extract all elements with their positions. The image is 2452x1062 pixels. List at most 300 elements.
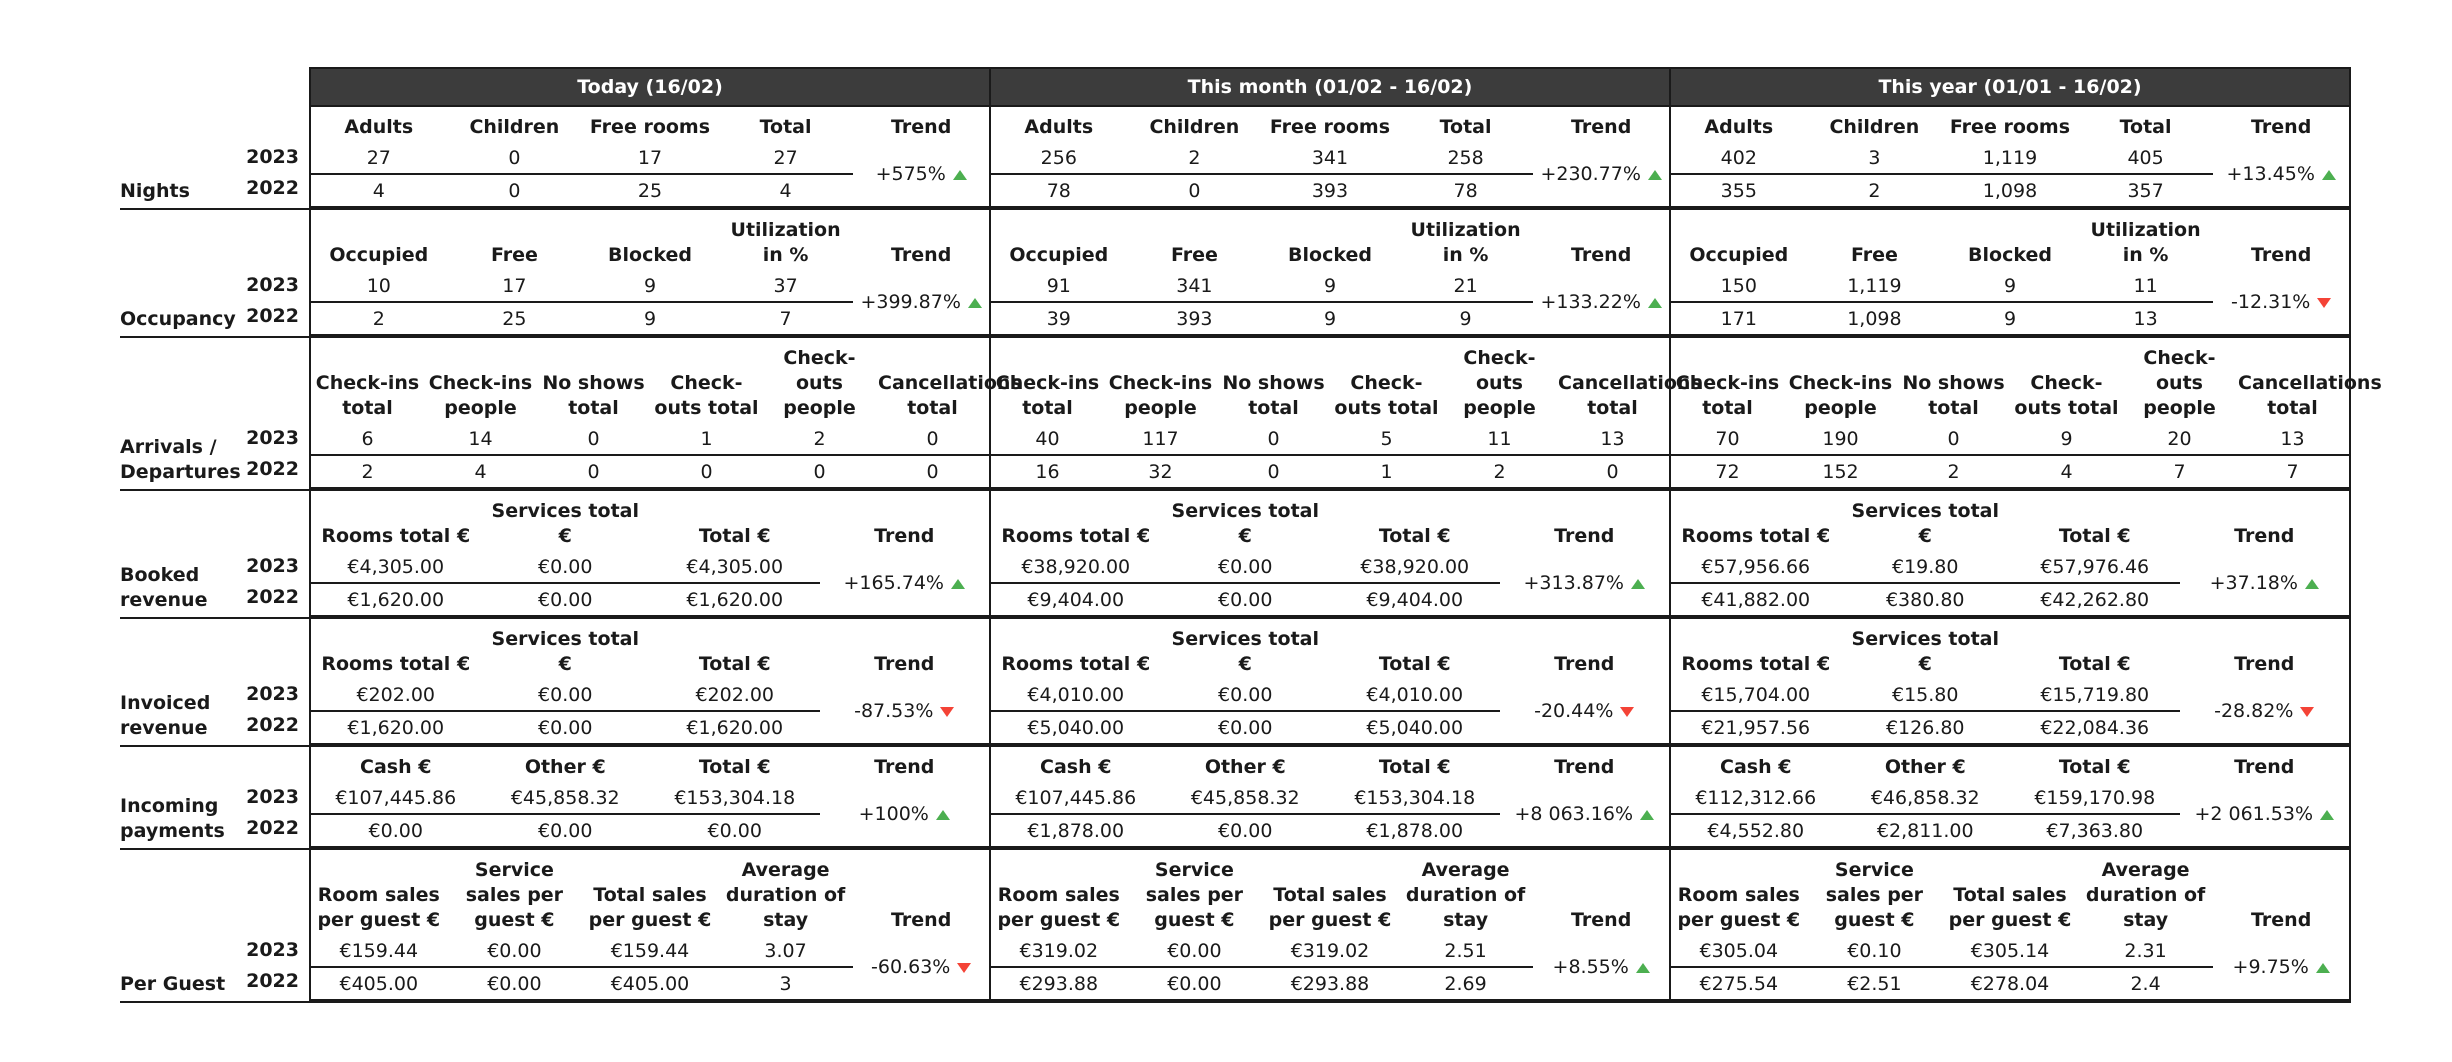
period-cell-year [1670,746,2350,849]
value-cell: 2 [1443,455,1556,488]
value-cell: €57,956.66 [1671,551,1841,583]
column-header-total: Total € [698,653,771,675]
value-cell: 25 [447,302,583,335]
column-header-row [991,338,1669,423]
value-cell: 32 [1104,455,1217,488]
metrics-table [311,747,989,848]
trend-value: +37.18% [2209,572,2298,594]
value-cell: 0 [1127,174,1263,207]
value-cell: 393 [1127,302,1263,335]
value-cell: 2.51 [1398,935,1534,967]
value-cell: 78 [991,174,1127,207]
value-cell: €0.10 [1807,935,1943,967]
trend-cell [820,551,990,616]
column-header-service-sales-per-guest: Service sales per guest € [1825,859,1924,931]
value-cell: 2 [311,455,424,488]
column-header-children: Children [1149,116,1240,138]
metrics-table [1671,491,2349,617]
value-cell: 256 [991,142,1127,174]
value-cell: 16 [991,455,1104,488]
value-cell: 2 [311,302,447,335]
values-row-2023 [311,270,989,302]
column-header-row [311,747,989,782]
column-header-check-ins-people: Check-ins people [1108,372,1213,419]
column-header-blocked: Blocked [1968,244,2052,266]
column-header-trend: Trend [2251,244,2312,266]
value-cell: €4,010.00 [1330,679,1500,711]
value-cell: 2 [763,423,876,455]
value-cell: €112,312.66 [1671,782,1841,814]
column-header-service-sales-per-guest: Service sales per guest € [465,859,564,931]
value-cell: €4,552.80 [1671,814,1841,847]
value-cell: 0 [876,455,989,488]
value-cell: 9 [582,270,718,302]
metrics-table [311,210,989,336]
year-label: 2022 [246,305,299,327]
year-label: 2023 [246,786,299,808]
metric-row-per-guest [120,849,2350,1002]
value-cell: €41,882.00 [1671,583,1841,616]
value-cell: 27 [311,142,447,174]
column-header-trend: Trend [1554,653,1615,675]
values-row-2023 [991,679,1669,711]
value-cell: €0.00 [311,814,481,847]
values-row-2023 [991,782,1669,814]
value-cell: €0.00 [650,814,820,847]
value-cell: €1,620.00 [311,711,481,744]
column-header-services-total: Services total € [491,500,639,547]
value-cell: €405.00 [311,967,447,1000]
trend-value: +165.74% [843,572,944,594]
trend-value: +230.77% [1540,163,1641,185]
value-cell: 0 [763,455,876,488]
column-header-check-ins-people: Check-ins people [428,372,533,419]
column-header-trend: Trend [2251,116,2312,138]
trend-cell [2213,935,2349,1000]
year-labels [230,106,310,209]
value-cell: €0.00 [1161,679,1331,711]
trend-up-arrow-icon [936,810,950,820]
column-header-trend: Trend [874,653,935,675]
row-label: Incoming payments [120,746,230,849]
column-header-adults: Adults [1024,116,1094,138]
value-cell: 9 [2010,423,2123,455]
column-header-room-sales-per-guest: Room sales per guest € [317,884,441,931]
period-cell-year [1670,209,2350,337]
value-cell: 11 [1443,423,1556,455]
value-cell: €42,262.80 [2010,583,2180,616]
column-header-total: Total [1439,116,1492,138]
column-header-total: Total [759,116,812,138]
trend-down-arrow-icon [957,963,971,973]
period-cell-month [990,209,1670,337]
value-cell: 1,098 [1942,174,2078,207]
column-header-no-shows-total: No shows total [1902,372,2005,419]
value-cell: 258 [1398,142,1534,174]
value-cell: €159,170.98 [2010,782,2180,814]
value-cell: 40 [991,423,1104,455]
column-header-rooms-total: Rooms total € [1681,525,1831,547]
value-cell: 402 [1671,142,1807,174]
value-cell: 2.31 [2078,935,2214,967]
value-cell: €0.00 [481,583,651,616]
value-cell: €293.88 [991,967,1127,1000]
column-header-free: Free [1170,244,1218,266]
column-header-trend: Trend [2234,525,2295,547]
column-header-trend: Trend [891,244,952,266]
column-header-total: Total € [1378,756,1451,778]
row-label: Per Guest [120,849,230,1002]
value-cell: 0 [537,455,650,488]
column-header-row [1671,491,2349,551]
column-header-total: Total € [1378,653,1451,675]
value-cell: 4 [718,174,854,207]
column-header-total: Total € [2058,525,2131,547]
column-header-free-rooms: Free rooms [1269,116,1391,138]
year-label: 2022 [246,586,299,608]
trend-value: -12.31% [2231,291,2311,313]
trend-up-arrow-icon [2320,810,2334,820]
values-row-2023 [311,423,989,455]
period-cell-month [990,618,1670,746]
values-row-2023 [311,679,989,711]
trend-cell [2213,142,2349,207]
values-row-2023 [1671,935,2349,967]
value-cell: 0 [1556,455,1669,488]
row-label: Nights [120,106,230,209]
trend-up-arrow-icon [1648,298,1662,308]
trend-cell [1500,679,1670,744]
column-header-rooms-total: Rooms total € [321,653,471,675]
value-cell: €380.80 [1841,583,2011,616]
value-cell: €153,304.18 [650,782,820,814]
trend-cell [1500,782,1670,847]
trend-value: +13.45% [2226,163,2315,185]
period-header-year: This year (01/01 - 16/02) [1670,68,2350,106]
period-cell-today [310,209,990,337]
column-header-utilization-in: Utilization in % [2090,219,2201,266]
column-header-trend: Trend [874,525,935,547]
column-header-total: Total € [1378,525,1451,547]
period-cell-month [990,746,1670,849]
value-cell: 3.07 [718,935,854,967]
values-row-2023 [991,551,1669,583]
value-cell: 1,119 [1942,142,2078,174]
column-header-row [1671,619,2349,679]
metrics-table [311,619,989,745]
column-header-check-outs-total: Check-outs total [654,372,759,419]
value-cell: 150 [1671,270,1807,302]
value-cell: 0 [447,142,583,174]
values-row-2022 [311,455,989,488]
year-labels [230,209,310,337]
column-header-total: Total € [698,525,771,547]
year-label: 2023 [246,427,299,449]
value-cell: €1,878.00 [991,814,1161,847]
column-header-rooms-total: Rooms total € [321,525,471,547]
trend-down-arrow-icon [1620,707,1634,717]
column-header-total: Total [2119,116,2172,138]
value-cell: €0.00 [481,551,651,583]
period-cell-year [1670,337,2382,490]
column-header-check-outs-people: Check-outs people [2143,347,2216,419]
trend-value: +2 061.53% [2194,803,2314,825]
column-header-average-duration-of-stay: Average duration of stay [1405,859,1526,931]
value-cell: €4,010.00 [991,679,1161,711]
value-cell: €305.14 [1942,935,2078,967]
trend-up-arrow-icon [1648,170,1662,180]
column-header-service-sales-per-guest: Service sales per guest € [1145,859,1244,931]
column-header-room-sales-per-guest: Room sales per guest € [1677,884,1801,931]
values-row-2023 [311,551,989,583]
value-cell: 6 [311,423,424,455]
values-row-2023 [1671,782,2349,814]
column-header-average-duration-of-stay: Average duration of stay [725,859,846,931]
value-cell: €22,084.36 [2010,711,2180,744]
column-header-trend: Trend [1571,116,1632,138]
metric-row-arrivals-departures [120,337,2350,490]
period-cell-today [310,106,990,209]
year-label: 2022 [246,817,299,839]
value-cell: 0 [537,423,650,455]
value-cell: 0 [447,174,583,207]
value-cell: 0 [1217,455,1330,488]
period-cell-year [1670,618,2350,746]
column-header-cash: Cash € [1720,756,1792,778]
column-header-total-sales-per-guest: Total sales per guest € [588,884,712,931]
trend-value: -20.44% [1534,700,1614,722]
column-header-trend: Trend [2234,653,2295,675]
column-header-no-shows-total: No shows total [1222,372,1325,419]
column-header-total: Total € [2058,653,2131,675]
column-header-services-total: Services total € [1171,628,1319,675]
metrics-table [991,491,1669,617]
trend-cell [820,782,990,847]
year-label: 2022 [246,177,299,199]
column-header-services-total: Services total € [1851,500,1999,547]
year-labels [230,337,310,490]
report-container [120,67,2382,1003]
value-cell: €38,920.00 [1330,551,1500,583]
value-cell: 4 [2010,455,2123,488]
trend-cell [2180,551,2350,616]
column-header-no-shows-total: No shows total [542,372,645,419]
values-row-2022 [1671,455,2349,488]
trend-value: +399.87% [860,291,961,313]
column-header-check-outs-total: Check-outs total [2014,372,2119,419]
value-cell: €305.04 [1671,935,1807,967]
value-cell: 70 [1671,423,1784,455]
values-row-2023 [1671,551,2349,583]
column-header-room-sales-per-guest: Room sales per guest € [997,884,1121,931]
value-cell: €0.00 [1127,935,1263,967]
trend-value: -87.53% [854,700,934,722]
value-cell: €275.54 [1671,967,1807,1000]
value-cell: 9 [1942,270,2078,302]
value-cell: 341 [1127,270,1263,302]
period-header-today: Today (16/02) [310,68,990,106]
column-header-total-sales-per-guest: Total sales per guest € [1948,884,2072,931]
year-labels [230,849,310,1002]
values-row-2023 [1671,423,2349,455]
trend-up-arrow-icon [951,579,965,589]
value-cell: 7 [2236,455,2349,488]
value-cell: 39 [991,302,1127,335]
value-cell: €19.80 [1841,551,2011,583]
period-cell-today [310,337,1022,490]
period-cell-month [990,106,1670,209]
trend-value: +100% [858,803,929,825]
period-cell-month [990,849,1670,1002]
column-header-trend: Trend [891,909,952,931]
period-cell-today [310,618,990,746]
trend-up-arrow-icon [2305,579,2319,589]
trend-up-arrow-icon [968,298,982,308]
trend-value: +133.22% [1540,291,1641,313]
trend-up-arrow-icon [2316,963,2330,973]
column-header-check-ins-total: Check-ins total [1675,372,1780,419]
value-cell: 9 [582,302,718,335]
column-header-check-ins-total: Check-ins total [315,372,420,419]
value-cell: €1,620.00 [650,583,820,616]
column-header-row [1671,338,2349,423]
value-cell: 4 [311,174,447,207]
value-cell: €1,878.00 [1330,814,1500,847]
values-row-2023 [1671,270,2349,302]
trend-cell [2180,782,2350,847]
value-cell: €9,404.00 [991,583,1161,616]
value-cell: 9 [1262,302,1398,335]
column-header-services-total: Services total € [1851,628,1999,675]
value-cell: 17 [582,142,718,174]
metrics-table [991,619,1669,745]
value-cell: 21 [1398,270,1534,302]
metrics-table [1671,850,2349,1001]
metric-row-booked-revenue [120,490,2350,618]
value-cell: 190 [1784,423,1897,455]
column-header-row [991,210,1669,270]
trend-value: +313.87% [1523,572,1624,594]
period-cell-today [310,746,990,849]
metrics-table [991,850,1669,1001]
trend-cell [1500,551,1670,616]
value-cell: €159.44 [311,935,447,967]
column-header-adults: Adults [1704,116,1774,138]
column-header-rooms-total: Rooms total € [1681,653,1831,675]
period-cell-month [990,490,1670,618]
column-header-rooms-total: Rooms total € [1001,653,1151,675]
column-header-trend: Trend [1571,244,1632,266]
year-label: 2023 [246,555,299,577]
column-header-other: Other € [1884,756,1966,778]
values-row-2023 [1671,142,2349,174]
column-header-blocked: Blocked [608,244,692,266]
trend-cell [853,270,989,335]
value-cell: 171 [1671,302,1807,335]
column-header-row [1671,747,2349,782]
metrics-table [1671,210,2349,336]
column-header-row [311,619,989,679]
value-cell: €0.00 [481,814,651,847]
column-header-row [1671,850,2349,935]
value-cell: 72 [1671,455,1784,488]
column-header-occupied: Occupied [1009,244,1109,266]
column-header-total: Total € [2058,756,2131,778]
value-cell: €5,040.00 [1330,711,1500,744]
year-label: 2023 [246,939,299,961]
value-cell: 0 [650,455,763,488]
metrics-table [991,107,1669,208]
year-labels [230,618,310,746]
column-header-occupied: Occupied [1689,244,1789,266]
column-header-other: Other € [1204,756,1286,778]
value-cell: €0.00 [1161,711,1331,744]
column-header-free-rooms: Free rooms [589,116,711,138]
column-header-row [1671,107,2349,142]
metrics-table [311,491,989,617]
column-header-rooms-total: Rooms total € [1001,525,1151,547]
value-cell: €319.02 [1262,935,1398,967]
value-cell: 2.69 [1398,967,1534,1000]
value-cell: €107,445.86 [311,782,481,814]
value-cell: €126.80 [1841,711,2011,744]
value-cell: €278.04 [1942,967,2078,1000]
value-cell: 2 [1807,174,1943,207]
value-cell: €319.02 [991,935,1127,967]
values-row-2023 [311,142,989,174]
column-header-cancellations-total: Cancellations total [878,372,1022,419]
column-header-row [1671,210,2349,270]
year-label: 2023 [246,683,299,705]
column-header-services-total: Services total € [491,628,639,675]
value-cell: €15.80 [1841,679,2011,711]
column-header-occupied: Occupied [329,244,429,266]
column-header-other: Other € [524,756,606,778]
trend-value: -28.82% [2214,700,2294,722]
value-cell: 13 [1556,423,1669,455]
value-cell: 27 [718,142,854,174]
value-cell: 13 [2078,302,2214,335]
column-header-check-ins-people: Check-ins people [1788,372,1893,419]
value-cell: €0.00 [481,711,651,744]
column-header-row [311,491,989,551]
year-label: 2022 [246,970,299,992]
period-cell-month [990,337,1702,490]
column-header-total-sales-per-guest: Total sales per guest € [1268,884,1392,931]
trend-cell [1533,270,1669,335]
column-header-check-outs-people: Check-outs people [783,347,856,419]
period-cell-year [1670,106,2350,209]
values-row-2022 [991,455,1669,488]
value-cell: 10 [311,270,447,302]
value-cell: 9 [1942,302,2078,335]
trend-up-arrow-icon [1640,810,1654,820]
value-cell: €0.00 [447,967,583,1000]
column-header-row [991,107,1669,142]
value-cell: €4,305.00 [650,551,820,583]
column-header-check-outs-total: Check-outs total [1334,372,1439,419]
value-cell: 17 [447,270,583,302]
value-cell: 20 [2123,423,2236,455]
value-cell: €45,858.32 [481,782,651,814]
value-cell: €107,445.86 [991,782,1161,814]
column-header-trend: Trend [1554,525,1615,547]
value-cell: 2.4 [2078,967,2214,1000]
value-cell: €45,858.32 [1161,782,1331,814]
period-header-row [120,68,2350,106]
trend-value: +8 063.16% [1514,803,1634,825]
column-header-trend: Trend [1554,756,1615,778]
